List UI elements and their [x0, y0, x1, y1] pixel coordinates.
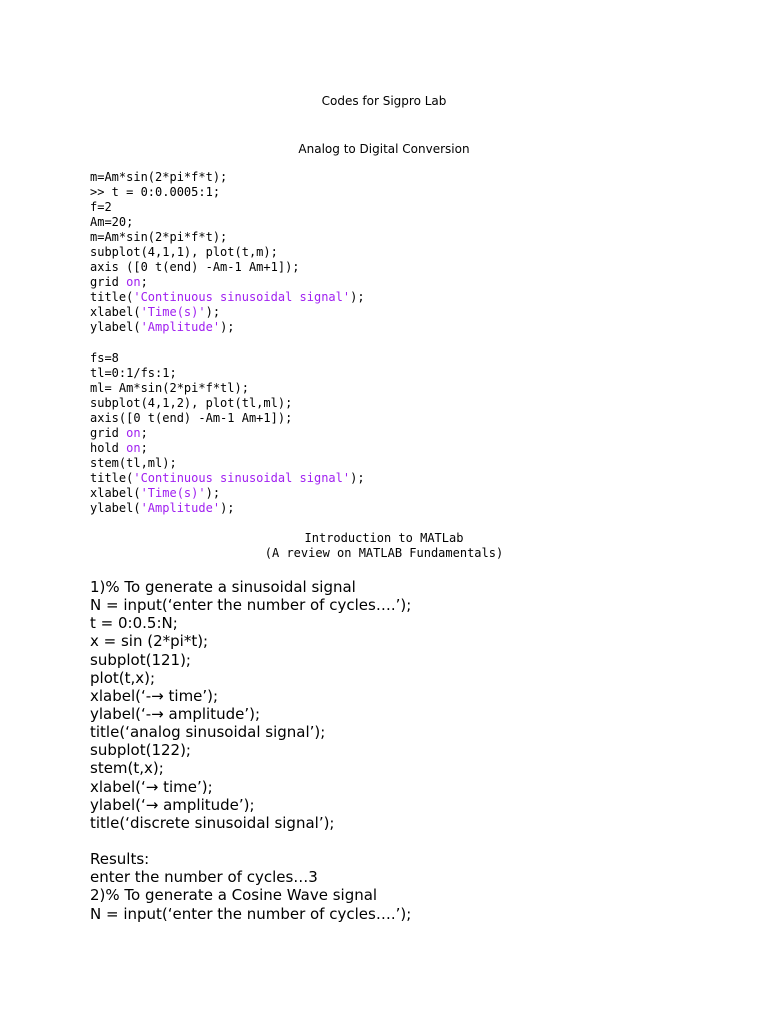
code-keyword-or-string: 'Amplitude'	[140, 501, 221, 516]
code-text: );	[350, 470, 365, 485]
prose-line: xlabel(‘-→ time’);	[90, 686, 219, 705]
code-text: subplot(4,1,1), plot(t,m);	[90, 245, 278, 260]
code-text: axis([0 t(end) -Am-1 Am+1]);	[90, 410, 293, 425]
code-line	[90, 200, 730, 215]
code-line	[90, 456, 730, 471]
code-line	[90, 501, 730, 516]
code-line	[90, 230, 730, 245]
code-line	[90, 290, 730, 305]
prose-line: plot(t,x);	[90, 668, 156, 687]
code-line	[90, 215, 730, 230]
code-text: grid	[90, 275, 127, 290]
code-text: tl=0:1/fs:1;	[90, 365, 177, 380]
code-keyword-or-string: on	[126, 440, 141, 455]
code-line	[90, 305, 730, 320]
code-text: title(	[90, 290, 134, 305]
code-text: ylabel(	[90, 501, 141, 516]
code-text: ylabel(	[90, 320, 141, 335]
code-text: m=Am*sin(2*pi*f*t);	[90, 230, 228, 245]
code-line	[90, 471, 730, 486]
code-text: xlabel(	[90, 485, 141, 500]
prose-line: 2)% To generate a Cosine Wave signal	[90, 886, 378, 905]
prose-line: x = sin (2*pi*t);	[90, 632, 209, 651]
code-line	[90, 426, 730, 441]
code-text: fs=8	[90, 350, 119, 365]
code-keyword-or-string: on	[126, 425, 141, 440]
code-text: hold	[90, 440, 127, 455]
code-keyword-or-string: 'Amplitude'	[140, 320, 221, 335]
code-line	[90, 275, 730, 290]
prose-line: subplot(122);	[90, 741, 191, 760]
section-heading: Analog to Digital Conversion	[298, 142, 470, 156]
prose-line: stem(t,x);	[90, 759, 164, 778]
code-text: Am=20;	[90, 215, 134, 230]
code-line	[90, 486, 730, 501]
prose-line: title(‘discrete sinusoidal signal’);	[90, 813, 335, 832]
code-keyword-or-string: 'Continuous sinusoidal signal'	[133, 470, 351, 485]
prose-line: ylabel(‘→ amplitude’);	[90, 795, 255, 814]
code-text: );	[205, 305, 221, 320]
prose-line: N = input(‘enter the number of cycles….’);	[90, 904, 412, 923]
code-text: ;	[140, 425, 148, 440]
code-keyword-or-string: on	[126, 275, 141, 290]
code-keyword-or-string: 'Continuous sinusoidal signal'	[133, 290, 351, 305]
code-line	[90, 441, 730, 456]
code-text: m=Am*sin(2*pi*f*t);	[90, 170, 228, 184]
intro-subtitle: (A review on MATLAB Fundamentals)	[264, 546, 504, 560]
code-text: axis ([0 t(end) -Am-1 Am+1]);	[90, 260, 300, 275]
code-text: ;	[140, 440, 148, 455]
code-text: xlabel(	[90, 305, 141, 320]
matlab-code-block	[90, 170, 730, 516]
code-text: ml= Am*sin(2*pi*f*tl);	[90, 380, 249, 395]
prose-line: ylabel(‘-→ amplitude’);	[90, 704, 260, 723]
code-keyword-or-string: 'Time(s)'	[140, 305, 206, 320]
code-line	[90, 245, 730, 260]
code-line	[90, 381, 730, 396]
prose-line: title(‘analog sinusoidal signal’);	[90, 723, 326, 742]
prose-line: t = 0:0.5:N;	[90, 614, 178, 633]
code-keyword-or-string: 'Time(s)'	[140, 485, 206, 500]
prose-line	[90, 832, 730, 850]
code-text: stem(tl,ml);	[90, 455, 177, 470]
prose-line: xlabel(‘→ time’);	[90, 777, 213, 796]
code-text: >> t = 0:0.0005:1;	[90, 185, 221, 200]
code-text: subplot(4,1,2), plot(tl,ml);	[90, 395, 293, 410]
code-line	[90, 320, 730, 335]
code-text: );	[350, 290, 365, 305]
prose-line: N = input(‘enter the number of cycles….’);	[90, 596, 412, 615]
prose-code-block	[90, 578, 730, 923]
code-line	[90, 411, 730, 426]
code-line	[90, 185, 730, 200]
code-line	[90, 396, 730, 411]
code-line	[90, 170, 730, 185]
code-text: );	[220, 320, 235, 335]
intro-title: Introduction to MATLab	[304, 531, 464, 545]
code-text: f=2	[90, 200, 112, 215]
code-line	[90, 260, 730, 275]
code-text: );	[205, 485, 221, 500]
code-text: grid	[90, 425, 127, 440]
document-heading: Codes for Sigpro Lab	[321, 94, 447, 108]
prose-line: Results:	[90, 850, 150, 869]
code-line	[90, 366, 730, 381]
prose-line: 1)% To generate a sinusoidal signal	[90, 578, 356, 596]
code-text: );	[220, 501, 235, 516]
code-line	[90, 336, 730, 351]
code-line	[90, 351, 730, 366]
code-text: title(	[90, 470, 134, 485]
prose-line: enter the number of cycles…3	[90, 868, 318, 887]
prose-line: subplot(121);	[90, 650, 191, 669]
code-text: ;	[140, 275, 148, 290]
